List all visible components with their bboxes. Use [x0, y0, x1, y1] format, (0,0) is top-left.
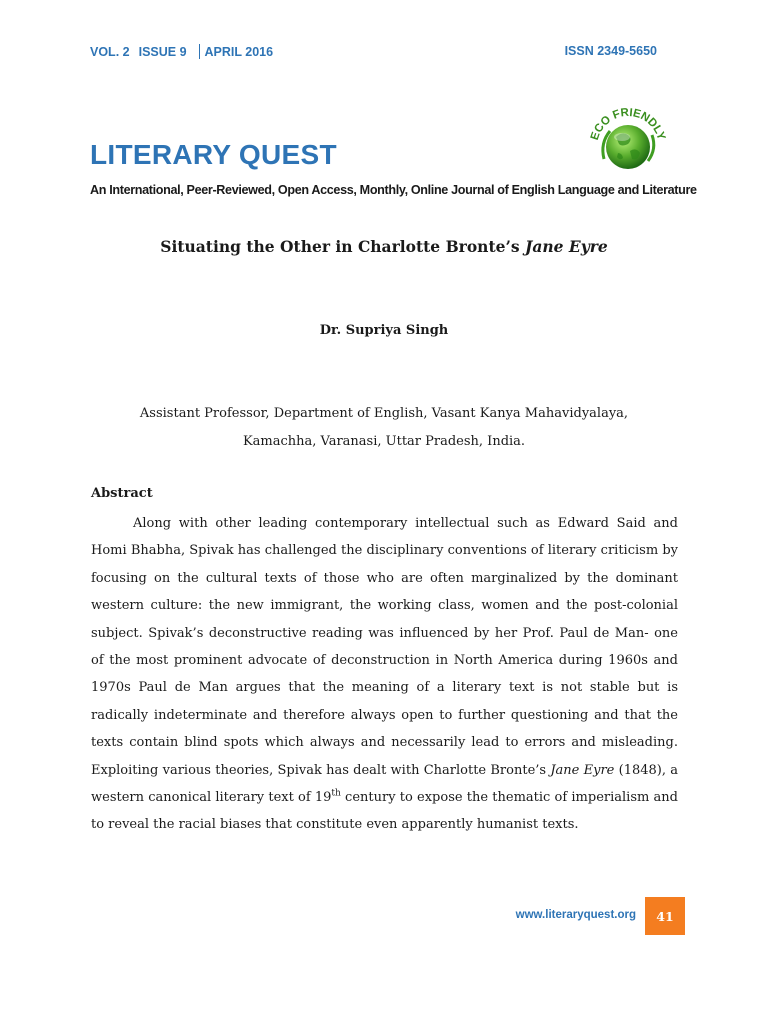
- abstract-text-1: Along with other leading contemporary intellectual such as Edward Said and Homi Bhabha, Spivak has challenged the disciplinary conventions of literary criticism by focusing on the cultural texts of those who are often marginalized by the dominant western culture: the new immigrant, the working class, women and the post-colonial subject. Spivak’s deconstructive reading was influenced by her Prof. Paul de Man- one of the most prominent advocate of deconstruction in North America during 1960s and 1970s Paul de Man argues that the meaning of a literary text is not stable but is radically indeterminate and therefore always open to further questioning and that the texts contain blind spots which always and necessarily lead to errors and misleading. Exploiting various theories, Spivak has dealt with Charlotte Bronte’s: [91, 516, 678, 778]
- issue: ISSUE 9: [138, 45, 187, 59]
- abstract-italic-title: Jane Eyre: [550, 762, 615, 778]
- eco-friendly-logo: [580, 95, 675, 190]
- issn: ISSN 2349-5650: [564, 44, 657, 58]
- article-title-main: Situating the Other in Charlotte Bronte’s: [160, 237, 525, 256]
- journal-title: LITERARY QUEST: [90, 139, 337, 170]
- abstract-text-3: century to expose the thematic of imperialism and to reveal the racial biases that constitute even apparently humanist texts.: [91, 790, 678, 833]
- author-affiliation: [90, 400, 678, 456]
- abstract-text-2: (1848), a western canonical literary text of 19: [91, 762, 679, 806]
- author-name: Dr. Supriya Singh: [319, 323, 449, 338]
- affiliation-line-2: Kamachha, Varanasi, Uttar Pradesh, India.: [242, 434, 526, 449]
- journal-subtitle: An International, Peer-Reviewed, Open Access, Monthly, Online Journal of English Language and Literature: [90, 183, 697, 197]
- header-divider: [199, 44, 200, 59]
- abstract-superscript: th: [331, 788, 341, 799]
- journal-website-link[interactable]: www.literaryquest.org: [515, 909, 636, 921]
- volume: VOL. 2: [90, 45, 130, 59]
- eco-logo-text: ECO FRIENDLY: [588, 106, 668, 142]
- article-title-italic: Jane Eyre: [524, 237, 608, 256]
- affiliation-line-1: Assistant Professor, Department of English, Vasant Kanya Mahavidyalaya,: [139, 406, 629, 421]
- page-number-badge: 41: [645, 897, 685, 935]
- header-left: [90, 44, 273, 59]
- abstract-body: [91, 510, 678, 839]
- globe-icon: [606, 125, 650, 169]
- article-title: [0, 237, 768, 256]
- abstract-heading: Abstract: [91, 486, 153, 501]
- issue-date: APRIL 2016: [204, 45, 274, 59]
